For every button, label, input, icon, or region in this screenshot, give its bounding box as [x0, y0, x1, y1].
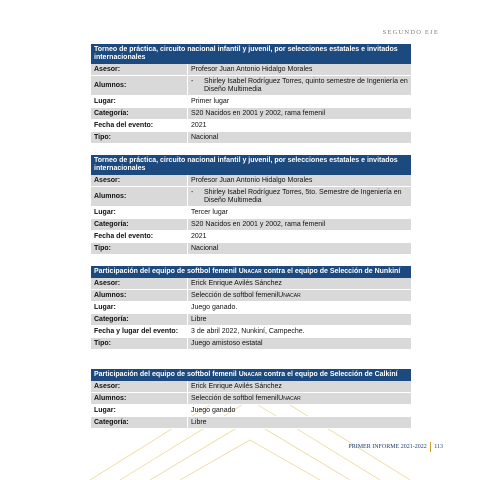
table-row [91, 76, 411, 96]
row-label: Fecha del evento: [91, 231, 188, 243]
table-row [91, 338, 411, 350]
row-value: S20 Nacidos en 2001 y 2002, rama femenil [188, 219, 411, 231]
table-row [91, 405, 411, 417]
table-row [91, 326, 411, 338]
event-table-1 [91, 44, 411, 144]
table-row [91, 219, 411, 231]
page-number: 113 [434, 444, 443, 450]
table-row [91, 96, 411, 108]
table-row [91, 278, 411, 290]
row-value: Selección de softbol femenil Unacar [188, 290, 411, 302]
row-value: Profesor Juan Antonio Hidalgo Morales [188, 64, 411, 76]
bullet-marker: - [191, 77, 194, 85]
footer-divider [430, 442, 432, 452]
table-row [91, 64, 411, 76]
row-label: Alumnos: [91, 290, 188, 302]
row-value: Erick Enrique Avilés Sánchez [188, 278, 411, 290]
row-value: Selección de softbol femenil Unacar [188, 393, 411, 405]
row-value: Primer lugar [188, 96, 411, 108]
row-value: 2021 [188, 231, 411, 243]
row-value: Tercer lugar [188, 207, 411, 219]
row-label: Fecha y lugar del evento: [91, 326, 188, 338]
row-label: Lugar: [91, 96, 188, 108]
row-value: Nacional [188, 132, 411, 144]
row-label: Categoría: [91, 314, 188, 326]
table-title: Participación del equipo de softbol femenil Unacar contra el equipo de Selección de Calkiní [91, 369, 411, 381]
table-row [91, 302, 411, 314]
row-value: Profesor Juan Antonio Hidalgo Morales [188, 175, 411, 187]
row-value [188, 187, 411, 207]
row-label: Tipo: [91, 338, 188, 350]
row-value: 3 de abril 2022, Nunkiní, Campeche. [188, 326, 411, 338]
table-row [91, 393, 411, 405]
row-value: Erick Enrique Avilés Sánchez [188, 381, 411, 393]
row-value: Libre [188, 314, 411, 326]
row-label: Fecha del evento: [91, 120, 188, 132]
event-table-2 [91, 155, 411, 255]
event-table-4 [91, 369, 411, 429]
table-row [91, 108, 411, 120]
row-label: Tipo: [91, 132, 188, 144]
row-label: Asesor: [91, 278, 188, 290]
row-label: Lugar: [91, 207, 188, 219]
row-value: 2021 [188, 120, 411, 132]
row-label: Categoría: [91, 219, 188, 231]
table-row [91, 120, 411, 132]
table-row [91, 417, 411, 429]
table-row [91, 187, 411, 207]
row-label: Alumnos: [91, 76, 188, 96]
student-text: Shirley Isabel Rodríguez Torres, quinto semestre de Ingeniería en Diseño Multimedia [204, 77, 408, 93]
event-table-3 [91, 266, 411, 350]
row-label: Categoría: [91, 417, 188, 429]
report-title: PRIMER INFORME 2021-2022 [348, 444, 427, 450]
row-value: Juego amistoso estatal [188, 338, 411, 350]
row-value: Juego ganado [188, 405, 411, 417]
row-label: Asesor: [91, 64, 188, 76]
table-row [91, 381, 411, 393]
row-label: Categoría: [91, 108, 188, 120]
table-row [91, 207, 411, 219]
table-title: Torneo de práctica, circuito nacional infantil y juvenil, por selecciones estatales e invitados internacionales [91, 44, 411, 64]
row-value: Libre [188, 417, 411, 429]
table-row [91, 243, 411, 255]
student-text: Shirley Isabel Rodríguez Torres, 5to. Semestre de Ingeniería en Diseño Multimedia [204, 188, 402, 204]
table-row [91, 290, 411, 302]
bullet-marker: - [191, 188, 194, 196]
row-label: Asesor: [91, 175, 188, 187]
table-row [91, 132, 411, 144]
row-label: Tipo: [91, 243, 188, 255]
row-label: Lugar: [91, 405, 188, 417]
table-row [91, 314, 411, 326]
section-label: SEGUNDO EJE [382, 29, 439, 36]
page-footer [348, 442, 443, 452]
row-value: Nacional [188, 243, 411, 255]
row-label: Lugar: [91, 302, 188, 314]
row-value: S20 Nacidos en 2001 y 2002, rama femenil [188, 108, 411, 120]
table-title: Participación del equipo de softbol femenil Unacar contra el equipo de Selección de Nunkiní [91, 266, 411, 278]
table-row [91, 231, 411, 243]
row-label: Asesor: [91, 381, 188, 393]
table-row [91, 175, 411, 187]
row-label: Alumnos: [91, 393, 188, 405]
table-title: Torneo de práctica, circuito nacional infantil y juvenil, por selecciones estatales e invitados internacionales [91, 155, 411, 175]
row-label: Alumnos: [91, 187, 188, 207]
row-value: Juego ganado. [188, 302, 411, 314]
row-value [188, 76, 411, 96]
